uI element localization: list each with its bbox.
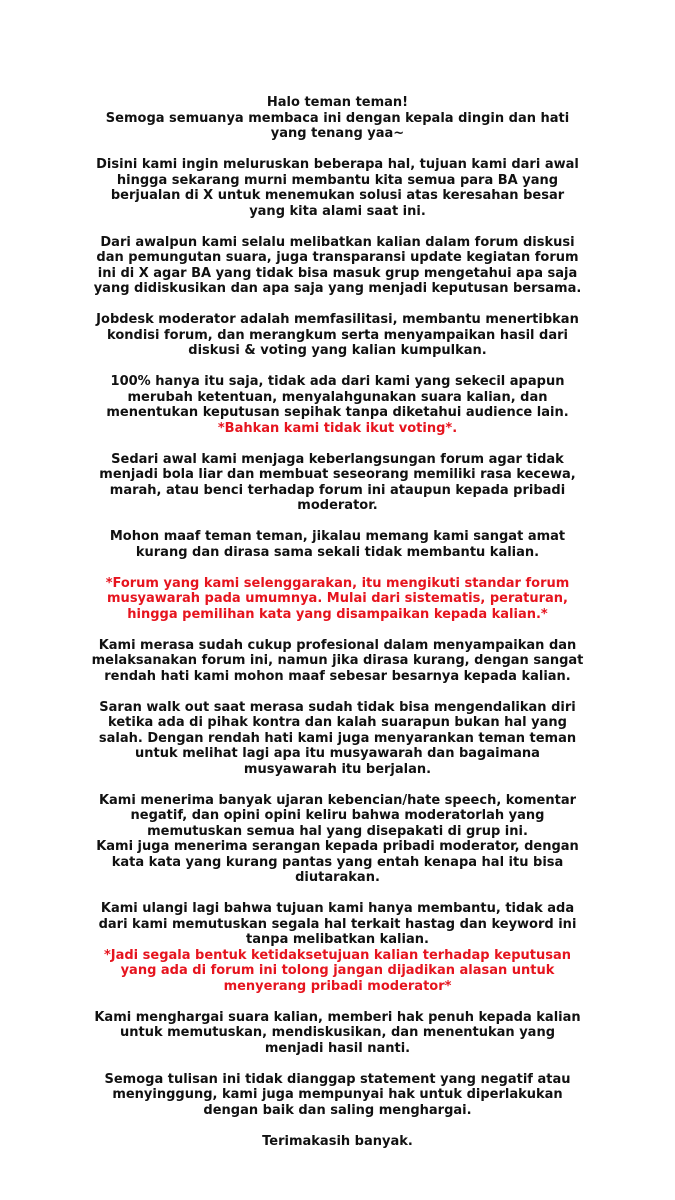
sustain-paragraph: Sedari awal kami menjaga keberlangsungan forum agar tidak menjadi bola liar dan membuat seseorang memiliki rasa kecewa, marah, atau benci terhadap forum ini ataupun kepada pribadi moderator. bbox=[99, 451, 576, 513]
respect-paragraph: Kami menghargai suara kalian, memberi hak penuh kepada kalian untuk memutuskan, mendiskusikan, dan menentukan yang menjadi hasil nanti. bbox=[94, 1009, 581, 1056]
paragraph-gap bbox=[0, 1118, 675, 1134]
no-vote-note: *Bahkan kami tidak ikut voting*. bbox=[217, 420, 458, 436]
thanks-paragraph: Terimakasih banyak. bbox=[262, 1133, 413, 1149]
transparency-paragraph: Dari awalpun kami selalu melibatkan kalian dalam forum diskusi dan pemungutan suara, juga transparansi update kegiatan forum ini di X agar BA yang tidak bisa masuk grup mengetahui apa saja yang didiskusikan dan apa saja yang menjadi keputusan bersama. bbox=[93, 234, 582, 296]
hope-paragraph: Semoga tulisan ini tidak dianggap statement yang negatif atau menyinggung, kami juga mempunyai hak untuk diperlakukan dengan baik dan saling menghargai. bbox=[104, 1071, 571, 1118]
paragraph-gap bbox=[0, 359, 675, 375]
announcement-text bbox=[0, 95, 675, 1149]
paragraph-gap bbox=[0, 622, 675, 638]
disagreement-note: *Jadi segala bentuk ketidaksetujuan kalian terhadap keputusan yang ada di forum ini tolong jangan dijadikan alasan untuk menyerang pribadi moderator* bbox=[103, 947, 572, 994]
jobdesk-paragraph: Jobdesk moderator adalah memfasilitasi, membantu menertibkan kondisi forum, dan merangkum serta menyampaikan hasil dari diskusi & voting yang kalian kumpulkan. bbox=[96, 312, 579, 358]
paragraph-gap bbox=[0, 514, 675, 530]
paragraph-gap bbox=[0, 560, 675, 576]
hate-speech-paragraph: Kami menerima banyak ujaran kebencian/hate speech, komentar negatif, dan opini opini keliru bahwa moderatorlah yang memutuskan semua hal yang disepakati di grup ini. Kami juga menerima serangan kepada pribadi moderator, dengan kata kata yang kurang pantas yang entah kenapa hal itu bisa diutarakan. bbox=[96, 792, 579, 885]
paragraph-gap bbox=[0, 297, 675, 313]
greeting-paragraph: Halo teman teman! Semoga semuanya membaca ini dengan kepala dingin dan hati yang tenang yaa~ bbox=[105, 95, 570, 141]
professional-paragraph: Kami merasa sudah cukup profesional dalam menyampaikan dan melaksanakan forum ini, namun jika dirasa kurang, dengan sangat rendah hati kami mohon maaf sebesar besarnya kepada kalian. bbox=[91, 637, 584, 684]
clarify-paragraph: Disini kami ingin meluruskan beberapa hal, tujuan kami dari awal hingga sekarang murni membantu kita semua para BA yang berjualan di X untuk menemukan solusi atas keresahan besar yang kita alami saat ini. bbox=[96, 157, 579, 219]
paragraph-gap bbox=[0, 436, 675, 452]
paragraph-gap bbox=[0, 777, 675, 793]
repeat-paragraph: Kami ulangi lagi bahwa tujuan kami hanya membantu, tidak ada dari kami memutuskan segala hal terkait hastag dan keyword ini tanpa melibatkan kalian. bbox=[98, 901, 577, 947]
paragraph-gap bbox=[0, 219, 675, 235]
paragraph-gap bbox=[0, 994, 675, 1010]
apology-paragraph: Mohon maaf teman teman, jikalau memang kami sangat amat kurang dan dirasa sama sekali tidak membantu kalian. bbox=[109, 529, 566, 560]
hundred-percent-paragraph: 100% hanya itu saja, tidak ada dari kami yang sekecil apapun merubah ketentuan, menyalahgunakan suara kalian, dan menentukan keputusan sepihak tanpa diketahui audience lain. bbox=[106, 374, 569, 420]
paragraph-gap bbox=[0, 1056, 675, 1072]
paragraph-gap bbox=[0, 684, 675, 700]
paragraph-gap bbox=[0, 142, 675, 158]
walk-out-paragraph: Saran walk out saat merasa sudah tidak bisa mengendalikan diri ketika ada di pihak kontra dan kalah suarapun bukan hal yang salah. Dengan rendah hati kami juga menyarankan teman teman untuk melihat lagi apa itu musyawarah dan bagaimana musyawarah itu berjalan. bbox=[98, 699, 577, 777]
forum-standard-note: *Forum yang kami selenggarakan, itu mengikuti standar forum musyawarah pada umumnya. Mulai dari sistematis, peraturan, hingga pemilihan kata yang disampaikan kepada kalian.* bbox=[105, 575, 570, 622]
paragraph-gap bbox=[0, 886, 675, 902]
